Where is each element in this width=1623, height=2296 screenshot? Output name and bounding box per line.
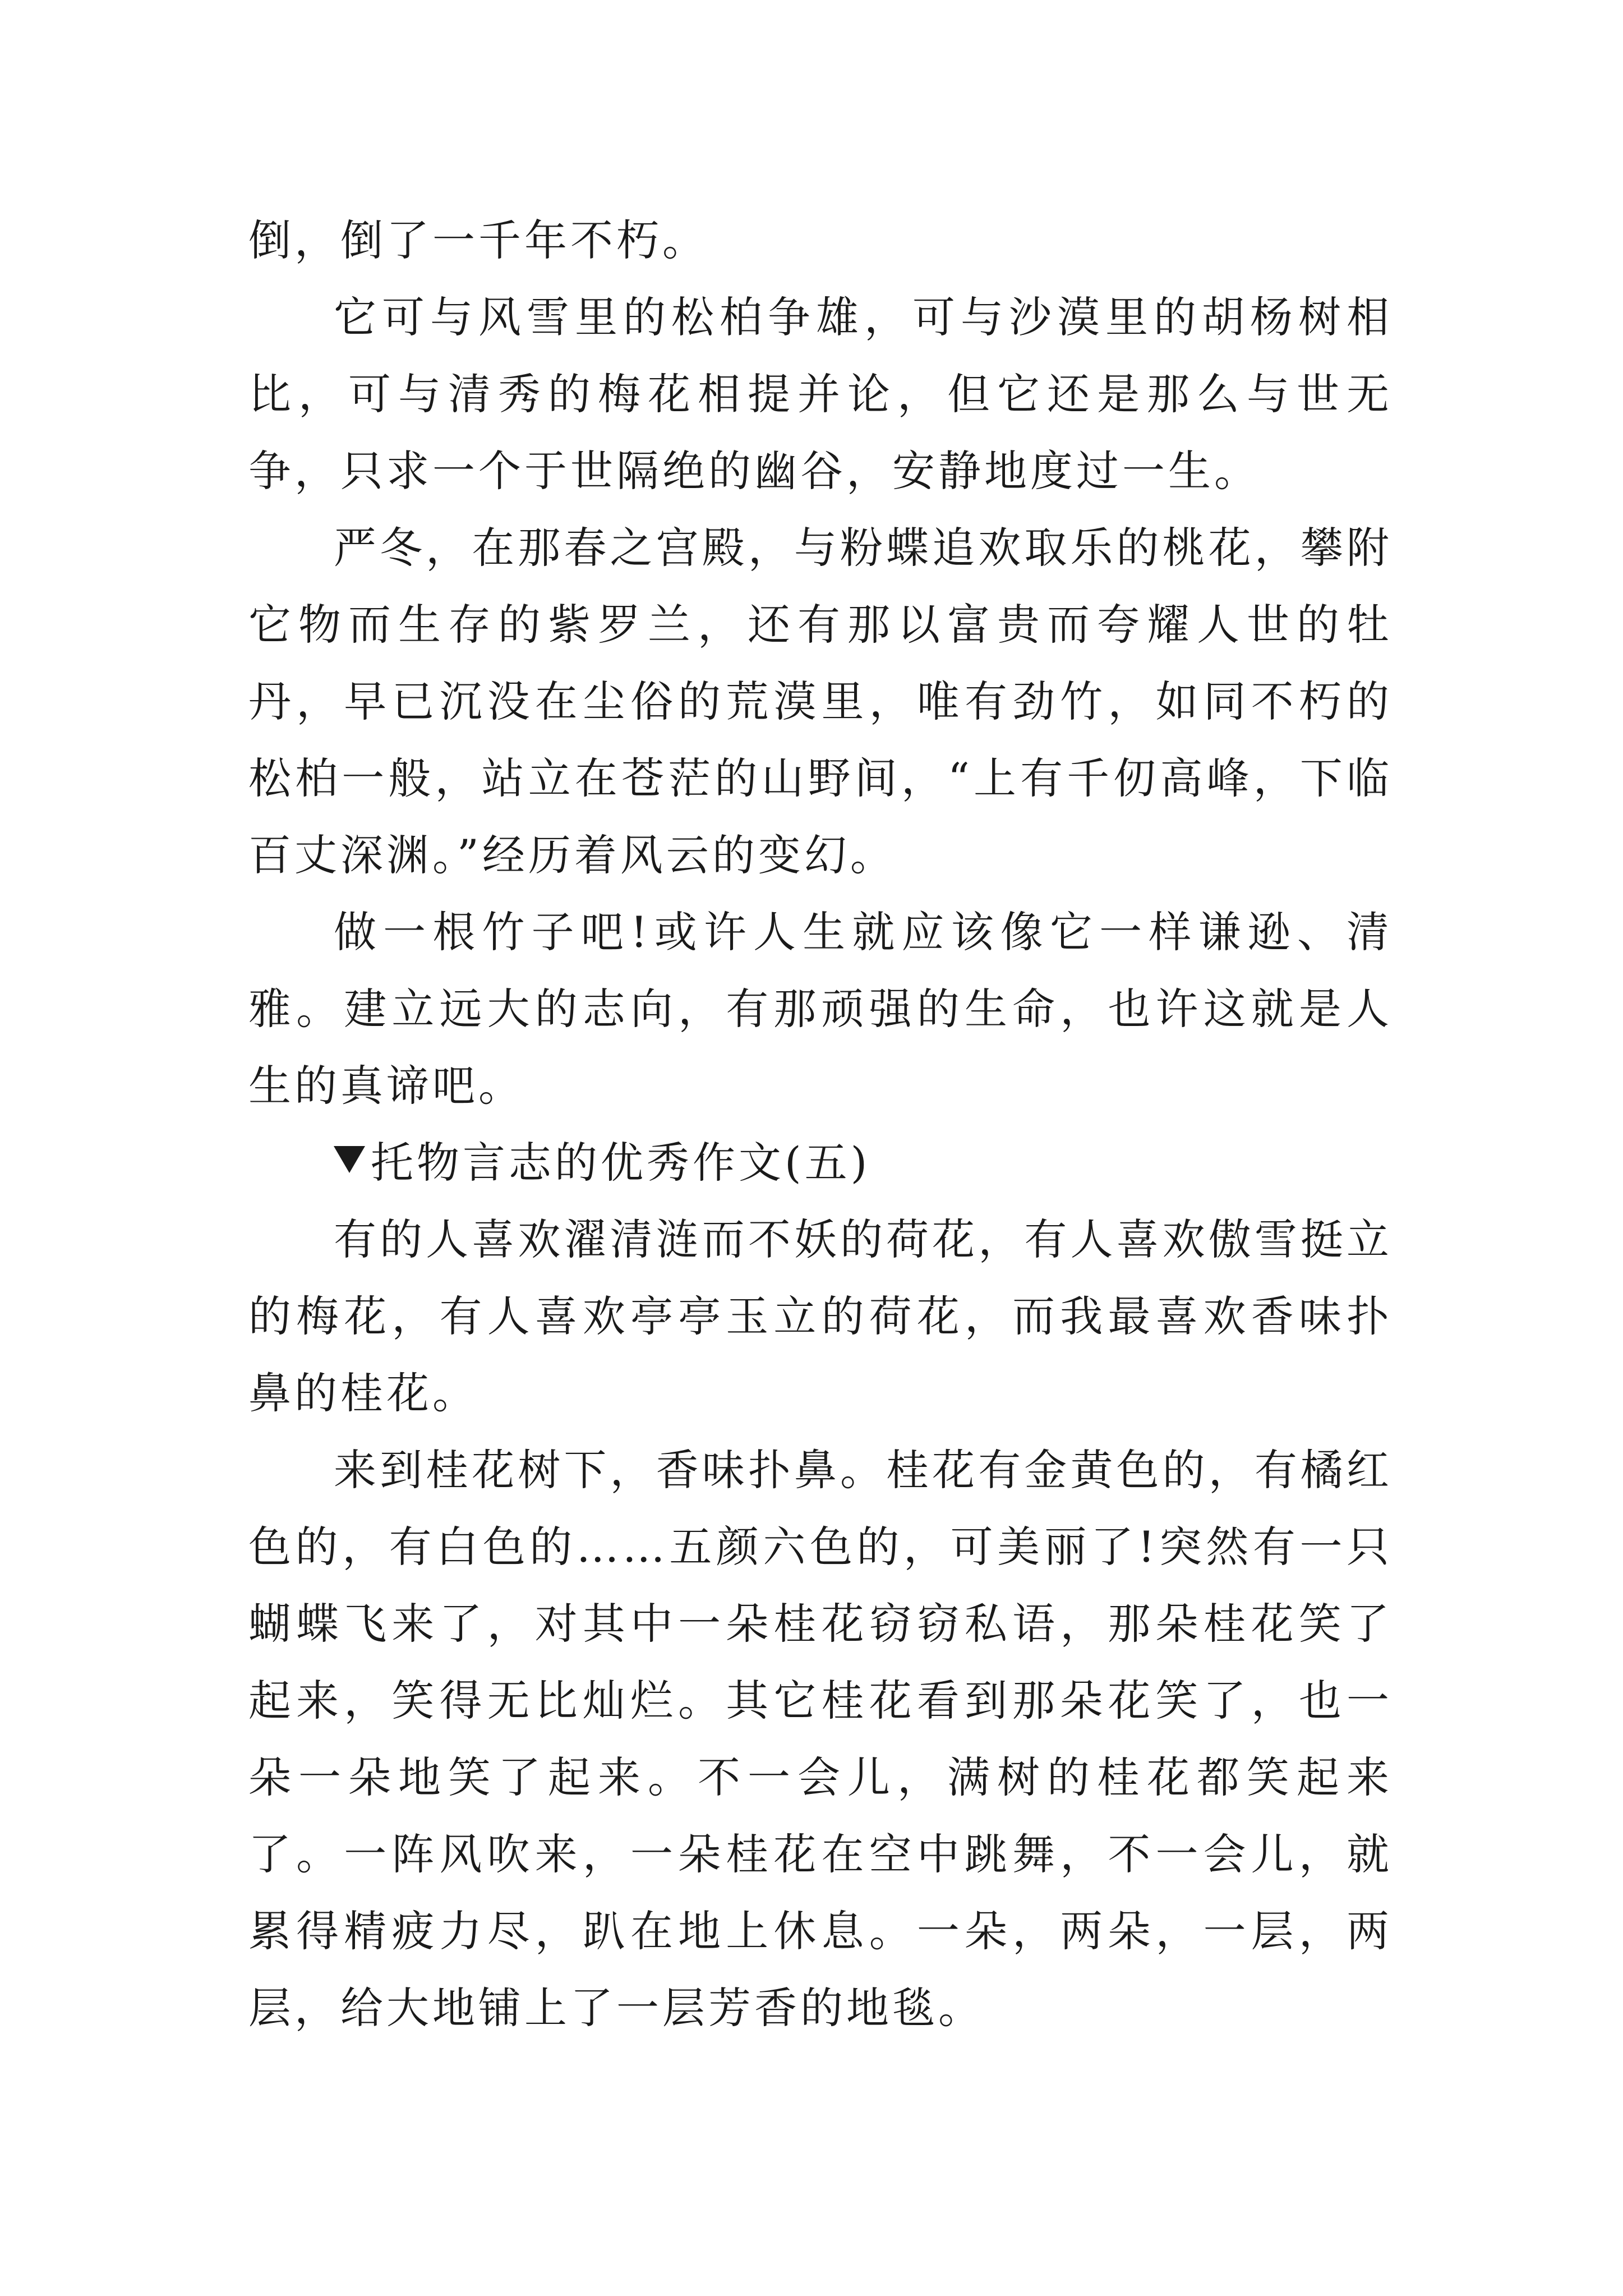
- section-heading: [248, 1124, 1393, 1201]
- paragraph-osmanthus-intro: 有的人喜欢濯清涟而不妖的荷花，有人喜欢傲雪挺立的梅花，有人喜欢亭亭玉立的荷花，而我最喜欢香味扑鼻的桂花。: [248, 1214, 1393, 1418]
- triangle-down-icon: [334, 1146, 365, 1173]
- paragraph-winter: 严冬，在那春之宫殿，与粉蝶追欢取乐的桃花，攀附它物而生存的紫罗兰，还有那以富贵而夸耀人世的牡丹，早已沉没在尘俗的荒漠里，唯有劲竹，如同不朽的松柏一般，站立在苍茫的山野间，“上有千仞高峰，下临百丈深渊。”经历着风云的变幻。: [248, 523, 1393, 880]
- paragraph-be-bamboo: 做一根竹子吧!或许人生就应该像它一样谦逊、清雅。建立远大的志向，有那顽强的生命，也许这就是人生的真谛吧。: [248, 907, 1393, 1111]
- section-heading-text: 托物言志的优秀作文(五): [371, 1138, 871, 1188]
- paragraph-bamboo-compare: 它可与风雪里的松柏争雄，可与沙漠里的胡杨树相比，可与清秀的梅花相提并论，但它还是那么与世无争，只求一个于世隔绝的幽谷，安静地度过一生。: [248, 292, 1393, 496]
- paragraph-continuation: 倒，倒了一千年不朽。: [248, 215, 708, 265]
- paragraph-osmanthus-tree: 来到桂花树下，香味扑鼻。桂花有金黄色的，有橘红色的，有白色的……五颜六色的，可美丽了!突然有一只蝴蝶飞来了，对其中一朵桂花窃窃私语，那朵桂花笑了起来，笑得无比灿烂。其它桂花看到那朵花笑了，也一朵一朵地笑了起来。不一会儿，满树的桂花都笑起来了。一阵风吹来，一朵桂花在空中跳舞，不一会儿，就累得精疲力尽，趴在地上休息。一朵，两朵，一层，两层，给大地铺上了一层芳香的地毯。: [248, 1445, 1393, 2033]
- document-body: [248, 202, 1393, 2046]
